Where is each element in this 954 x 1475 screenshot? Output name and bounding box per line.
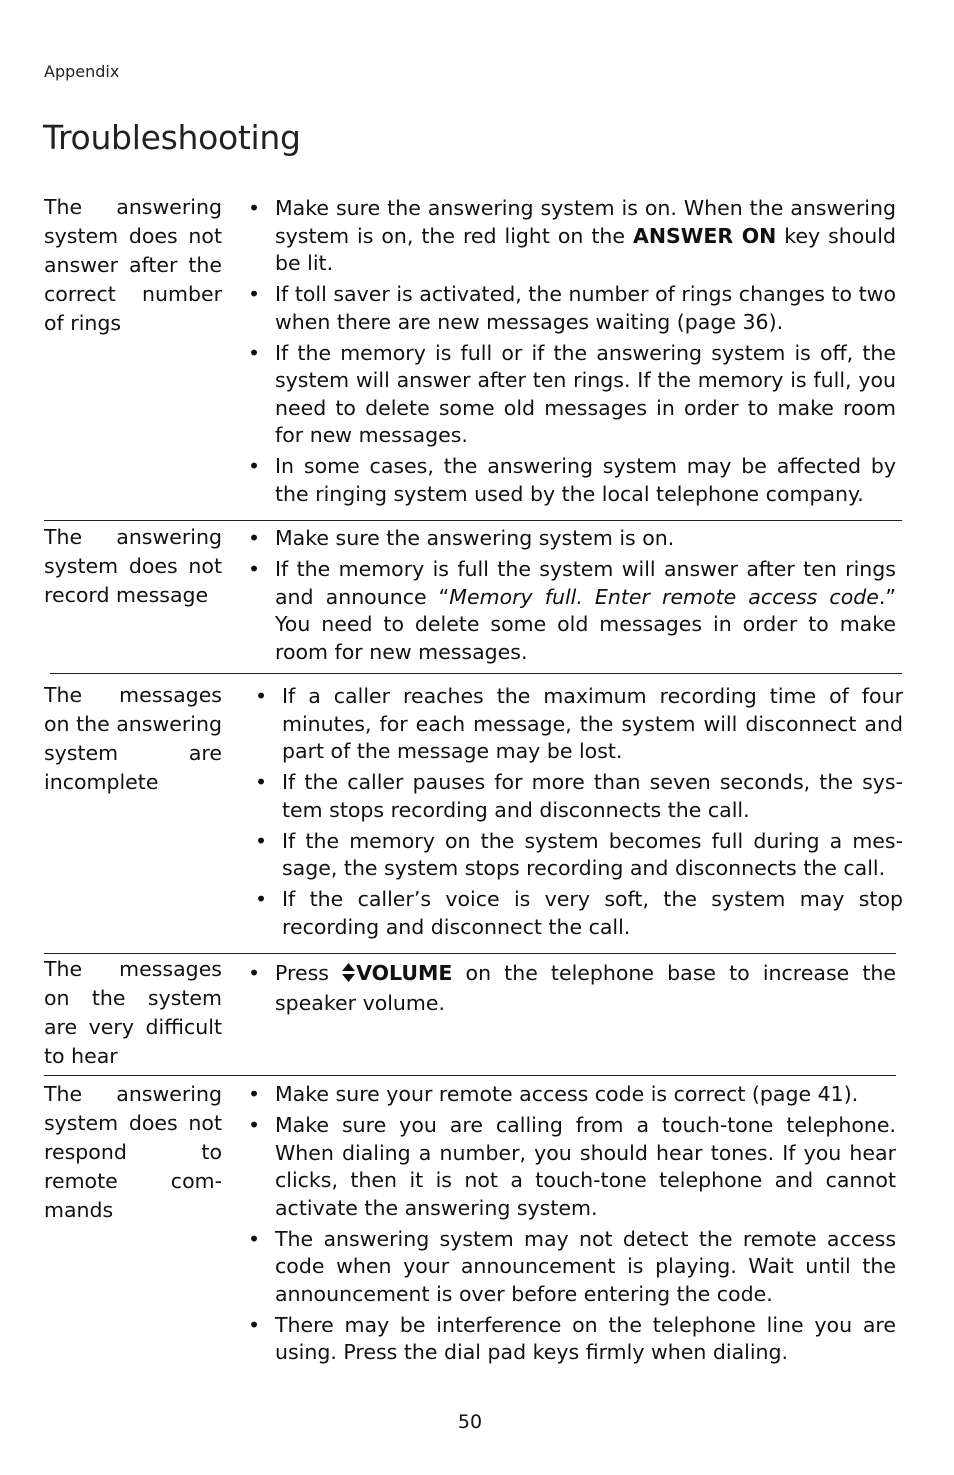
row-divider <box>44 520 902 521</box>
solution-item: • Make sure the answering system is on. <box>244 525 896 553</box>
solution-item: • Make sure the answering system is on. When the answering system is on, the red light on the ANSWER ON key should be lit. <box>248 196 896 275</box>
problem-text: The answering system does not respond to remote commands <box>44 1082 222 1222</box>
row-divider <box>44 1075 896 1076</box>
solution-list <box>244 525 896 670</box>
bullet: • <box>255 887 268 911</box>
solution-item: • If the memory on the system becomes full during a message, the system stops recording and disconnects the call. <box>255 828 903 880</box>
solution-item: • If the memory is full the system will answer after ten rings and announce “Memory full. Enter remote access code.” You need to delete some old messages in order to make room for new messages. <box>248 557 897 664</box>
bullet: • <box>255 828 268 853</box>
page-number: 50 <box>457 1411 483 1433</box>
solution-item: • Make sure your remote access code is correct (page 41). <box>244 1081 896 1109</box>
section-label: Appendix <box>44 62 120 81</box>
solution-item: • In some cases, the answering system may be affected by the ringing system used by the local telephone company. <box>248 454 896 506</box>
announcement-text: Memory full. Enter remote access code <box>449 584 879 609</box>
bullet: • <box>248 1082 261 1106</box>
solution-item: • The answering system may not detect the remote access code when your announcement is playing. Wait until the announcement is over before entering the code. <box>248 1226 896 1306</box>
volume-key-label: VOLUME <box>356 961 453 985</box>
bullet: • <box>255 684 268 708</box>
bullet: • <box>248 1312 261 1337</box>
solution-item: • If the memory is full or if the answering system is off, the system will answer after ten rings. If the memory is full, you need to delete some old messages in order to make room for new messages. <box>248 340 896 447</box>
solution-item: • There may be interference on the telephone line you are using. Press the dial pad keys firmly when dialing. <box>248 1312 896 1364</box>
solution-item: • Make sure you are calling from a touch-tone telephone. When dialing a number, you should hear tones. If you hear clicks, then it is not a touch-tone telephone and cannot activate the answering system. <box>248 1113 896 1220</box>
up-down-arrow-icon <box>342 962 355 990</box>
row-divider <box>44 953 896 954</box>
bullet: • <box>248 196 261 220</box>
solution-list <box>244 1081 896 1370</box>
solution-item: • If the caller’s voice is very soft, the system may stop recording and disconnect the call. <box>255 887 903 939</box>
solution-item: • Press VOLUME on the telephone base to increase the speaker volume. <box>248 961 896 1015</box>
problem-text: The answering system does not record message <box>44 525 222 607</box>
bullet: • <box>255 770 268 794</box>
solution-list <box>244 195 896 512</box>
solution-list <box>251 683 903 945</box>
bullet: • <box>248 1226 261 1251</box>
answer-on-key-label: ANSWER ON <box>632 223 777 248</box>
bullet: • <box>248 1113 261 1137</box>
problem-text: The messages on the answering system are incomplete <box>44 683 222 794</box>
solution-item: • If a caller reaches the maximum recording time of four minutes, for each message, the system will disconnect and part of the message may be lost. <box>255 684 903 763</box>
solution-item: • If the caller pauses for more than seven seconds, the system stops recording and disconnects the call. <box>255 770 903 822</box>
solution-item: • If toll saver is activated, the number of rings changes to two when there are new messages waiting (page 36). <box>248 282 896 334</box>
row-divider <box>50 673 902 674</box>
solution-list <box>244 960 896 1021</box>
bullet: • <box>248 526 261 550</box>
bullet: • <box>248 282 261 306</box>
bullet: • <box>248 961 261 985</box>
problem-text: The messages on the system are very difficult to hear <box>44 957 222 1068</box>
bullet: • <box>248 340 261 365</box>
bullet: • <box>248 454 261 478</box>
problem-text: The answering system does not answer after the correct number of rings <box>44 195 222 335</box>
page-title: Troubleshooting <box>43 118 301 157</box>
bullet: • <box>248 557 261 581</box>
